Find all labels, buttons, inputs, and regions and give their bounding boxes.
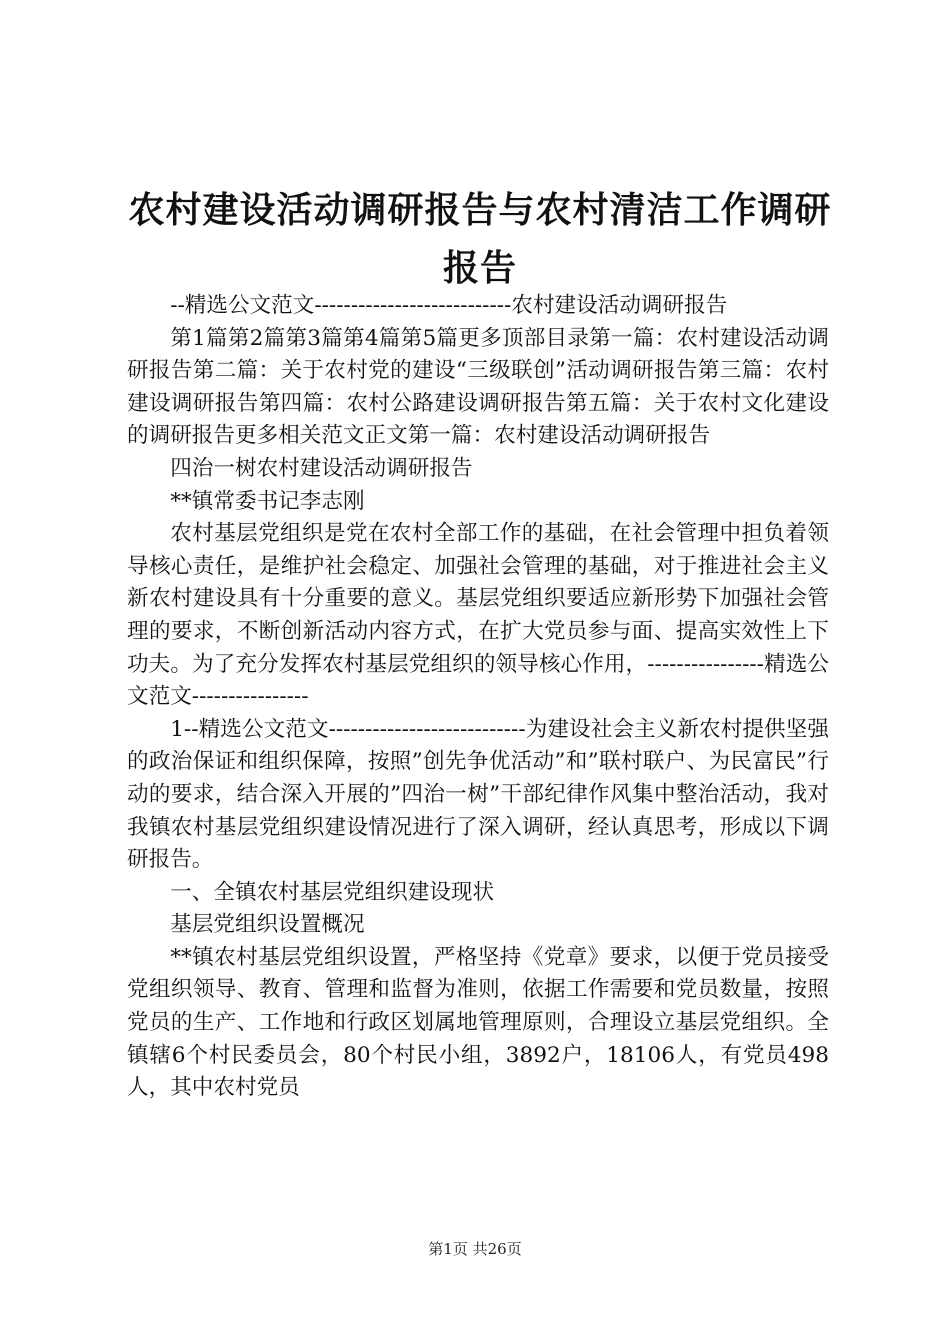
- body-paragraph: 四治一树农村建设活动调研报告: [170, 455, 473, 481]
- section-heading: 一、全镇农村基层党组织建设现状: [170, 879, 495, 905]
- document-body: [127, 290, 829, 1105]
- document-title: 农村建设活动调研报告与农村清洁工作调研报告: [128, 190, 832, 289]
- body-paragraph: 农村基层党组织是党在农村全部工作的基础，在社会管理中担负着领导核心责任，是维护社会稳定、加强社会管理的基础，对于推进社会主义新农村建设具有十分重要的意义。基层党组织要适应新形势下加强社会管理的要求，不断创新活动内容方式，在扩大党员参与面、提高实效性上下功夫。为了充分发挥农村基层党组织的领导核心作用，----------------精选公文范文----------------: [127, 521, 829, 710]
- body-paragraph: **镇常委书记李志刚: [170, 488, 365, 514]
- body-paragraph: **镇农村基层党组织设置，严格坚持《党章》要求，以便于党员接受党组织领导、教育、管理和监督为准则，依据工作需要和党员数量，按照党员的生产、工作地和行政区划属地管理原则，合理设立基层党组织。全镇辖6个村民委员会，80个村民小组，3892户，18106人，有党员498人，其中农村党员: [127, 944, 829, 1101]
- page-footer: 第1页 共26页: [428, 1240, 522, 1258]
- body-paragraph: --精选公文范文---------------------------农村建设活动调研报告: [170, 293, 728, 318]
- body-paragraph: 第1篇第2篇第3篇第4篇第5篇更多顶部目录第一篇：农村建设活动调研报告第二篇：关于农村党的建设“三级联创”活动调研报告第三篇：农村建设调研报告第四篇：农村公路建设调研报告第五篇：关于农村文化建设的调研报告更多相关范文正文第一篇：农村建设活动调研报告: [127, 325, 829, 449]
- subsection-heading: 基层党组织设置概况: [170, 912, 365, 938]
- body-paragraph: 1--精选公文范文---------------------------为建设社会主义新农村提供坚强的政治保证和组织保障，按照”创先争优活动”和”联村联户、为民富民”行动的要求，结合深入开展的”四治一树”干部纪律作风集中整治活动，我对我镇农村基层党组织建设情况进行了深入调研，经认真思考，形成以下调研报告。: [127, 716, 829, 873]
